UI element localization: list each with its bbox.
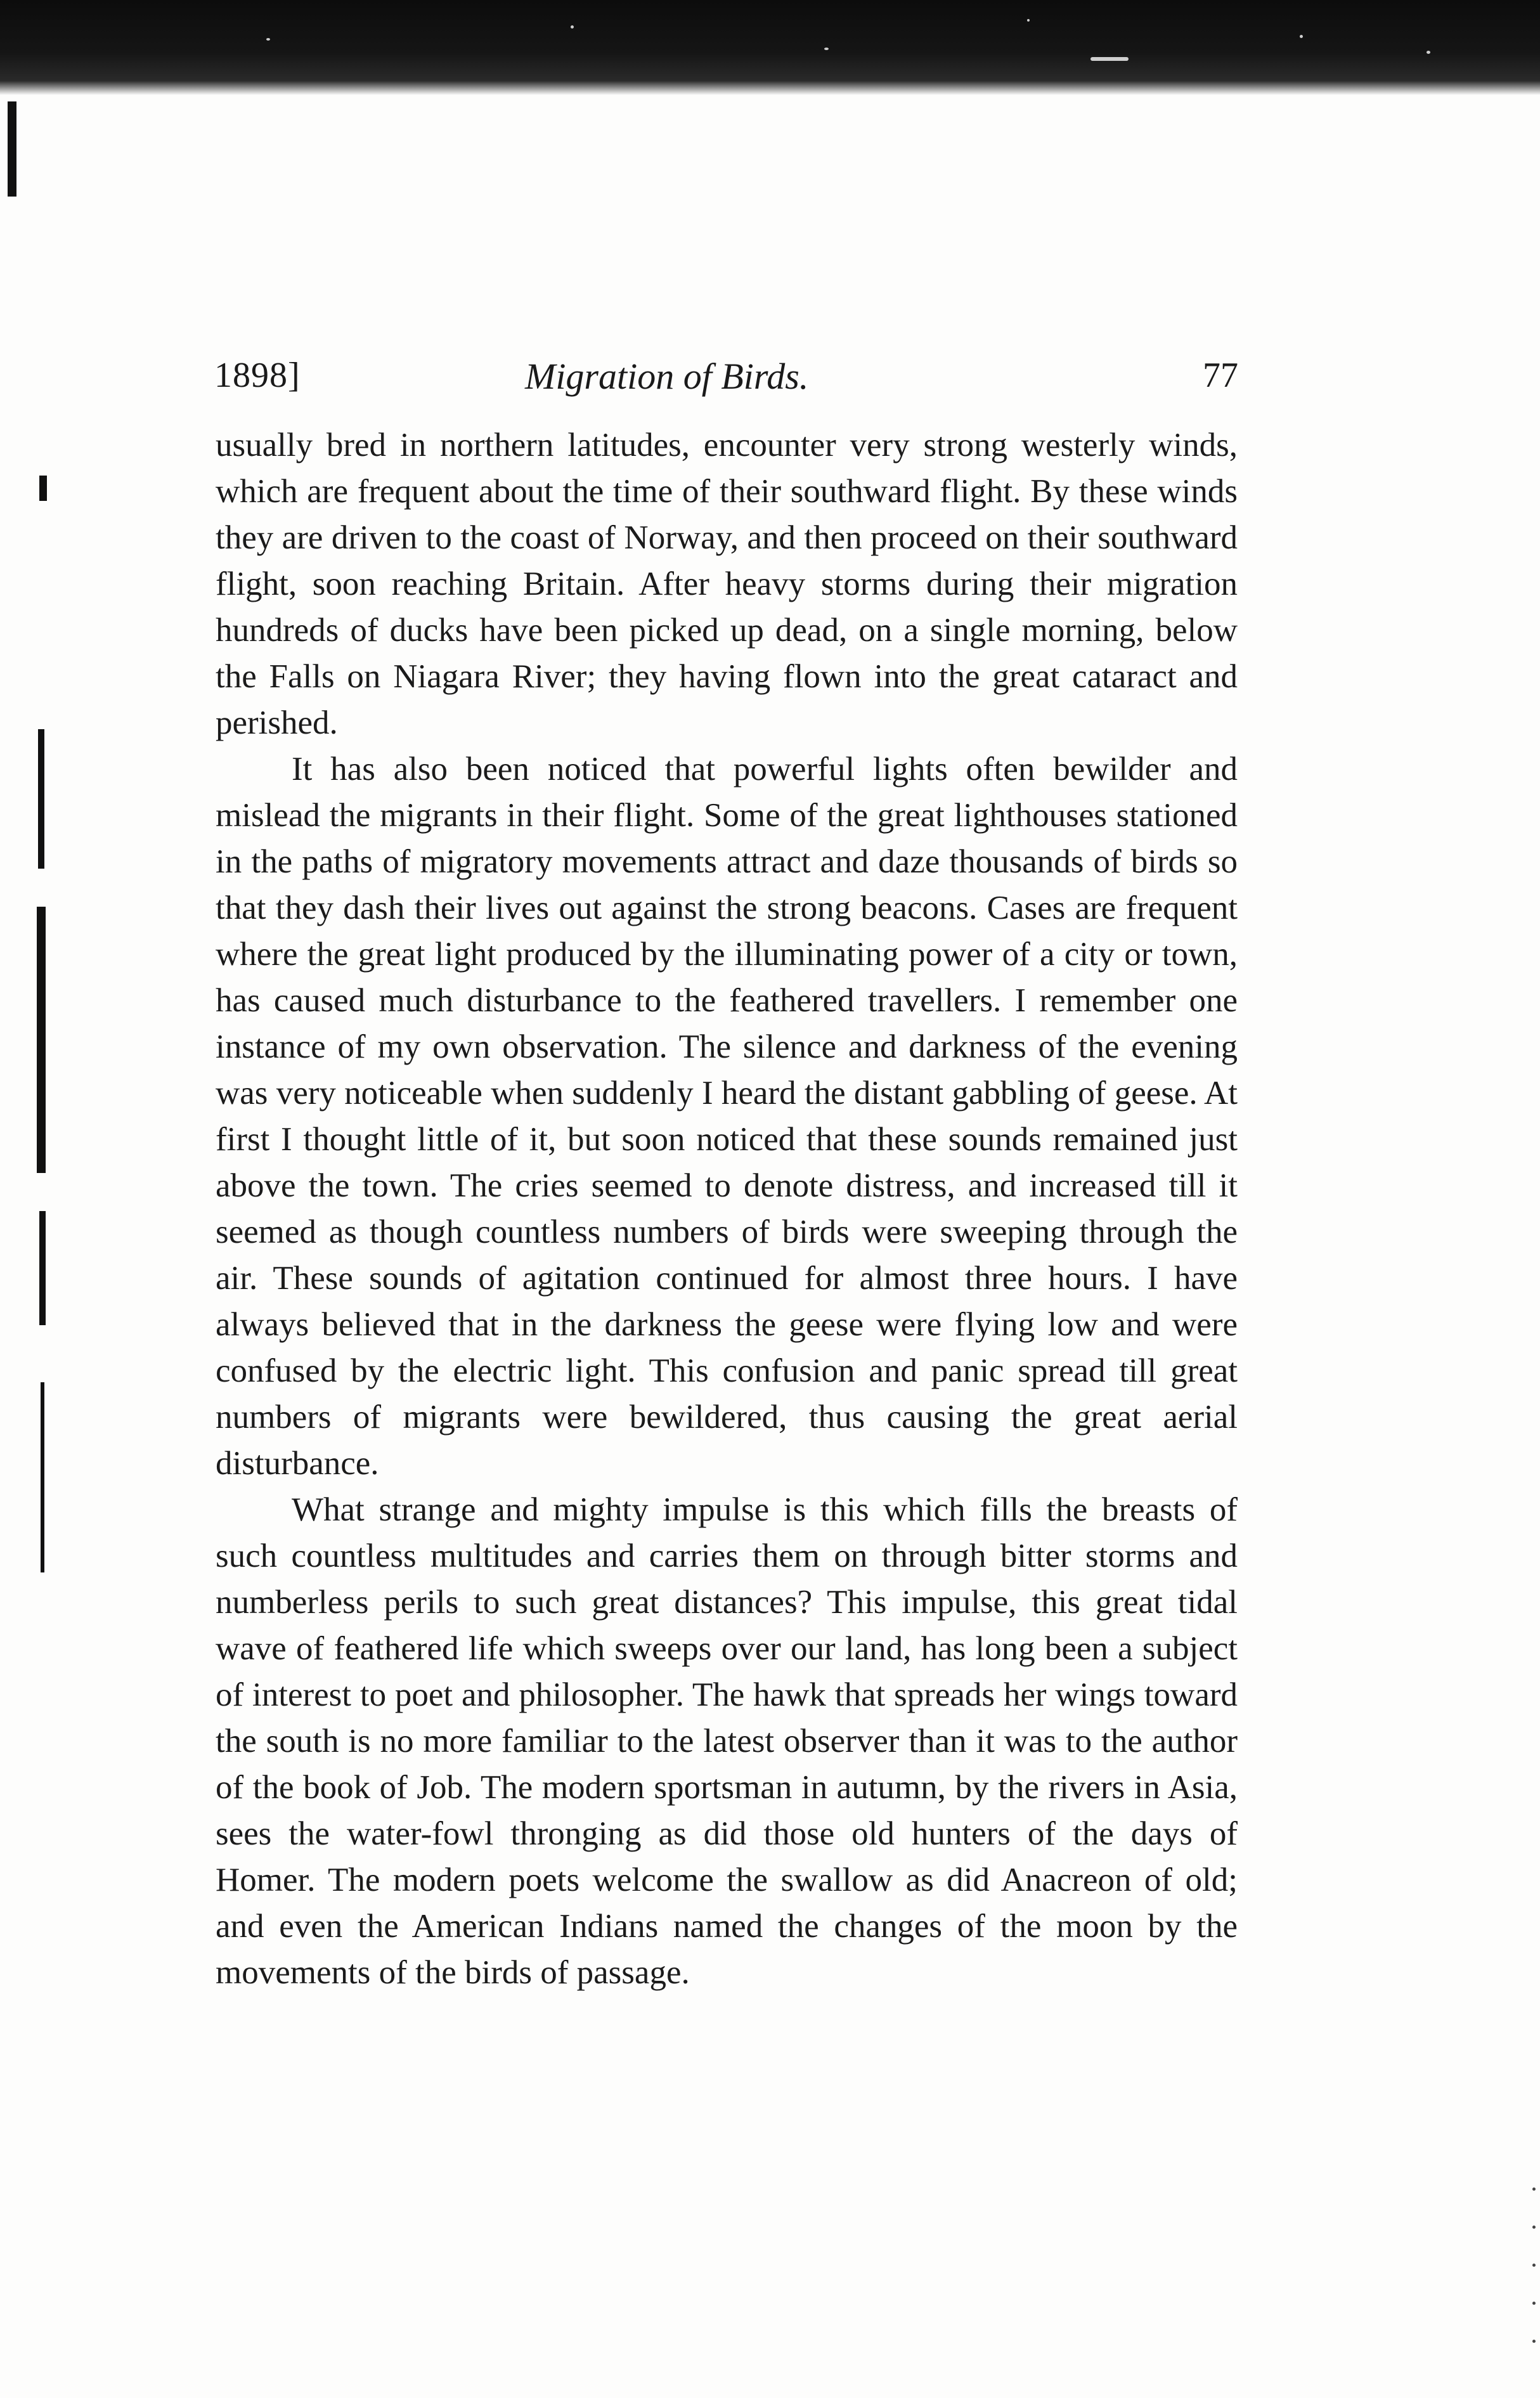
page-number: 77 — [1203, 356, 1238, 395]
body-text — [216, 422, 1238, 1996]
scan-border-top — [0, 0, 1540, 95]
header-year: 1898] — [214, 356, 301, 395]
paragraph-3: What strange and mighty impulse is this which fills the breasts of such countless multitudes and carries them on through bitter storms and numberless perils to such great distances? This impulse, this great tidal wave of feathered life which sweeps over our land, has long been a subject of interest to poet and philosopher. The hawk that spreads her wings toward the south is no more familiar to the latest observer than it was to the author of the book of Job. The modern sportsman in autumn, by the rivers in Asia, sees the water-fowl thronging as did those old hunters of the days of Homer. The modern poets welcome the swallow as did Anacreon of old; and even the American Indians named the changes of the moon by the movements of the birds of passage. — [216, 1491, 1238, 1991]
paragraph-1: usually bred in northern latitudes, encounter very strong westerly winds, which are frequent about the time of their southward flight. By these winds they are driven to the coast of Norway, and then proceed on their southward flight, soon reaching Britain. After heavy storms during their migration hundreds of ducks have been picked up dead, on a single morning, below the Falls on Niagara River; they having flown into the great cataract and perished. — [216, 427, 1238, 741]
header-title: Migration of Birds. — [525, 356, 809, 397]
scan-binding-shadow — [0, 95, 133, 1997]
running-header — [214, 355, 1238, 406]
scan-margin-dots — [1527, 2187, 1540, 2365]
paragraph-2: It has also been noticed that powerful lights often bewilder and mislead the migrants in their flight. Some of the great lighthouses stationed in the paths of migratory movements attract and daze thousands of birds so that they dash their lives out against the strong beacons. Cases are frequent where the great light produced by the illuminating power of a city or town, has caused much disturbance to the feathered travellers. I remember one instance of my own observation. The silence and darkness of the evening was very noticeable when suddenly I heard the distant gabbling of geese. At first I thought little of it, but soon noticed that these sounds remained just above the town. The cries seemed to denote distress, and increased till it seemed as though countless numbers of birds were sweeping through the air. These sounds of agitation continued for almost three hours. I have always believed that in the darkness the geese were flying low and were confused by the electric light. This confusion and panic spread till great numbers of migrants were bewildered, thus causing the great aerial disturbance. — [216, 751, 1238, 1482]
